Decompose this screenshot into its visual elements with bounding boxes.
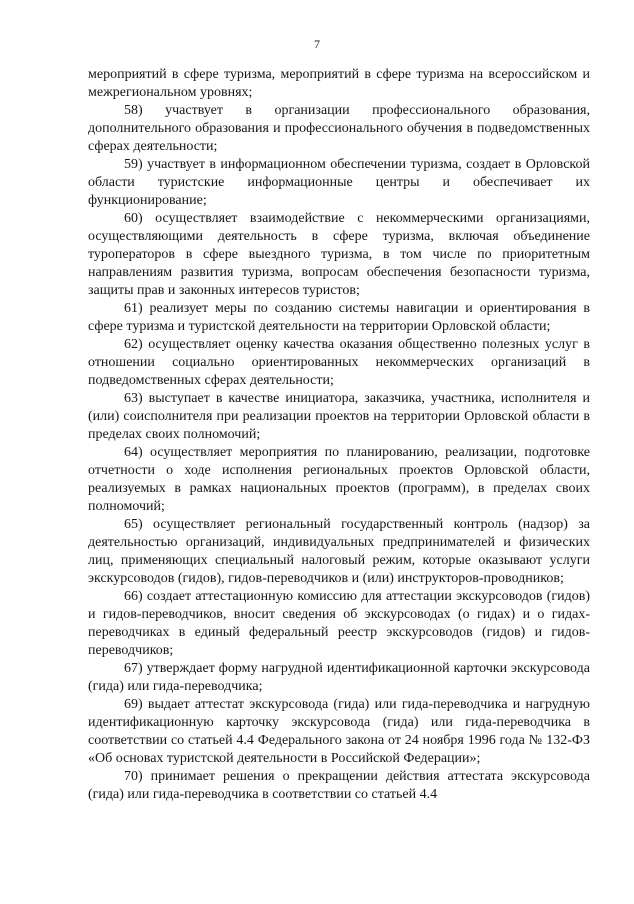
list-item-60: 60) осуществляет взаимодействие с некоммерческими организациями, осуществляющими деятельность в сфере туризма, включая объединение туроператоров в сфере выездного туризма, в том числе по приоритетным направлениям развития туризма, вопросам обеспечения безопасности туризма, защиты прав и законных интересов туристов; [88, 211, 590, 298]
list-item-65: 65) осуществляет региональный государственный контроль (надзор) за деятельностью организаций, индивидуальных предпринимателей и физических лиц, применяющих специальный налоговый режим, которые оказывают услуги экскурсоводов (гидов), гидов-переводчиков и (или) инструкторов-проводников; [88, 517, 590, 586]
document-body [88, 66, 590, 804]
paragraph-continuation: мероприятий в сфере туризма, мероприятий в сфере туризма на всероссийском и межрегиональном уровнях; [88, 67, 590, 100]
list-item-67: 67) утверждает форму нагрудной идентификационной карточки экскурсовода (гида) или гида-переводчика; [88, 661, 590, 694]
list-item-69: 69) выдает аттестат экскурсовода (гида) или гида-переводчика и нагрудную идентификационную карточку экскурсовода (гида) или гида-переводчика в соответствии со статьей 4.4 Федерального закона от 24 ноября 1996 года № 132-ФЗ «Об основах туристской деятельности в Российской Федерации»; [88, 697, 590, 766]
list-item-62: 62) осуществляет оценку качества оказания общественно полезных услуг в отношении социально ориентированных некоммерческих организаций в подведомственных сферах деятельности; [88, 337, 590, 388]
list-item-63: 63) выступает в качестве инициатора, заказчика, участника, исполнителя и (или) соисполнителя при реализации проектов на территории Орловской области в пределах своих полномочий; [88, 391, 590, 442]
list-item-59: 59) участвует в информационном обеспечении туризма, создает в Орловской области туристские информационные центры и обеспечивает их функционирование; [88, 157, 590, 208]
list-item-61: 61) реализует меры по созданию системы навигации и ориентирования в сфере туризма и туристской деятельности на территории Орловской области; [88, 301, 590, 334]
list-item-64: 64) осуществляет мероприятия по планированию, реализации, подготовке отчетности о ходе исполнения региональных проектов Орловской области, реализуемых в рамках национальных проектов (программ), в пределах своих полномочий; [88, 445, 590, 514]
list-item-70: 70) принимает решения о прекращении действия аттестата экскурсовода (гида) или гида-переводчика в соответствии со статьей 4.4 [88, 769, 590, 802]
list-item-66: 66) создает аттестационную комиссию для аттестации экскурсоводов (гидов) и гидов-переводчиков, вносит сведения об экскурсоводах (о гидах) и о гидах-переводчиках в единый федеральный реестр экскурсоводов (гидов) и гидов-переводчиков; [88, 589, 590, 658]
list-item-58: 58) участвует в организации профессионального образования, дополнительного образования и профессионального обучения в подведомственных сферах деятельности; [88, 103, 590, 154]
page-number: 7 [314, 37, 320, 51]
